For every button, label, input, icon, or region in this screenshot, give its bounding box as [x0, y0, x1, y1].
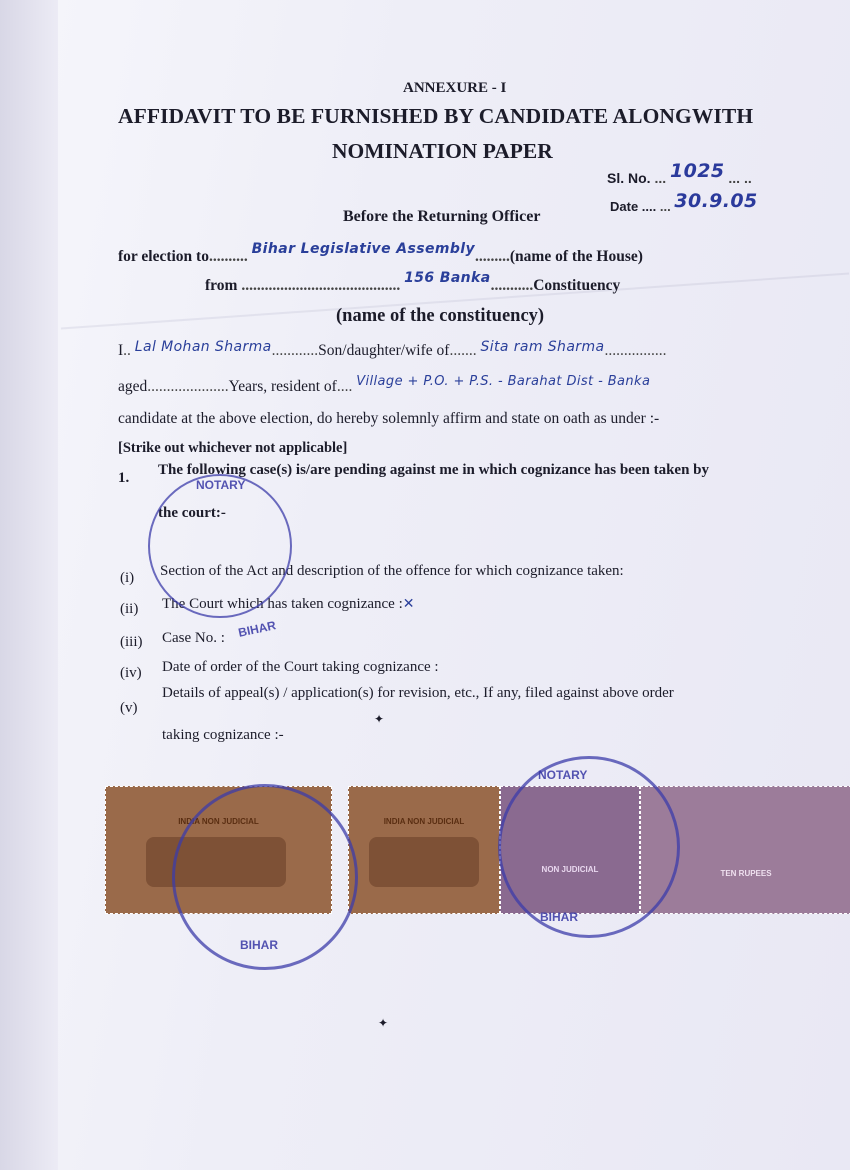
election-label: for election to: [118, 248, 209, 265]
item-text: Date of order of the Court taking cognizance :: [162, 659, 439, 675]
date-field: Date .... ... 30.9.05: [610, 190, 758, 214]
seal-state: BIHAR: [236, 618, 278, 640]
from-value: 156 Banka: [404, 270, 491, 286]
date-value: 30.9.05: [674, 190, 758, 212]
document-title-line1: AFFIDAVIT TO BE FURNISHED BY CANDIDATE ALONGWITH: [118, 104, 754, 128]
stamp-label: INDIA NON JUDICIAL: [178, 817, 259, 826]
aged-label: aged: [118, 378, 148, 395]
section1-number: 1.: [118, 470, 130, 486]
ink-dot: ✦: [378, 1016, 389, 1030]
election-line: for election to.......... Bihar Legislative Assembly.........(name of the House): [118, 241, 643, 265]
from-suffix: Constituency: [533, 277, 621, 294]
section1-heading-line1: The following case(s) is/are pending against me in which cognizance has been taken by: [158, 462, 710, 478]
seal-state: BIHAR: [240, 938, 278, 952]
cross-mark: ✕: [402, 596, 415, 612]
notary-seal-upper: [148, 474, 292, 618]
election-suffix: (name of the House): [509, 248, 643, 265]
annexure-label: ANNEXURE - I: [403, 80, 507, 96]
seal-text: NOTARY: [538, 768, 588, 782]
oath-text: candidate at the above election, do hereby solemnly affirm and state on oath as under :-: [118, 410, 660, 427]
serial-number-value: 1025: [670, 160, 725, 182]
from-label: from: [205, 277, 238, 294]
date-label: Date ....: [610, 199, 657, 214]
page-fold-shadow: [0, 0, 58, 1170]
from-line: from ......................................... 156 Banka...........Constituency: [205, 270, 621, 294]
aged-line: aged.....................Years, resident of.... $^{Village + P.O. + P.S. - Barahat Dist - Banka}$: [118, 374, 651, 395]
relation-label: Son/daughter/wife of: [318, 342, 450, 359]
deponent-name: Lal Mohan Sharma: [134, 339, 272, 355]
stamp-label: TEN RUPEES: [720, 869, 772, 878]
item-text-continued: taking cognizance :-: [162, 727, 284, 743]
item-roman: (iv): [120, 665, 142, 681]
item-roman: (ii): [120, 601, 139, 617]
deponent-i-label: I: [118, 342, 124, 359]
item-roman: (iii): [120, 634, 143, 650]
item-roman: (i): [120, 570, 135, 586]
deponent-line: I.. Lal Mohan Sharma............Son/daughter/wife of....... Sita ram Sharma................: [118, 339, 667, 359]
serial-number-label: Sl. No.: [607, 170, 651, 186]
years-label: Years, resident of: [228, 378, 337, 395]
father-name: Sita ram Sharma: [480, 339, 605, 355]
stamp-emblem: [369, 837, 479, 887]
seal-text: NOTARY: [196, 478, 246, 492]
item-text: Section of the Act and description of the offence for which cognizance taken:: [160, 563, 624, 579]
ink-dot: ✦: [374, 712, 385, 726]
stamp-2: [348, 786, 500, 914]
item-text: Case No. :: [162, 630, 225, 646]
constituency-note: (name of the constituency): [336, 306, 545, 326]
item-text-label: The Court which has taken cognizance :: [162, 596, 403, 612]
notary-seal-lower-right: [498, 756, 680, 938]
document-title-line2: NOMINATION PAPER: [332, 139, 553, 163]
residence: Village + P.O. + P.S. - Barahat Dist - Banka: [356, 374, 651, 389]
stamp-label: NON JUDICIAL: [541, 865, 599, 874]
before-returning-officer: Before the Returning Officer: [343, 208, 541, 225]
serial-number-field: Sl. No. ... 1025 ... ..: [607, 160, 752, 186]
seal-state: BIHAR: [540, 910, 578, 924]
election-value: Bihar Legislative Assembly: [251, 241, 475, 257]
stamp-label: INDIA NON JUDICIAL: [383, 817, 465, 826]
item-roman: (v): [120, 700, 138, 716]
item-text: Details of appeal(s) / application(s) for revision, etc., If any, filed against above order: [162, 685, 674, 701]
section1-heading-line2: the court:-: [158, 505, 226, 521]
strike-note: [Strike out whichever not applicable]: [118, 440, 348, 456]
